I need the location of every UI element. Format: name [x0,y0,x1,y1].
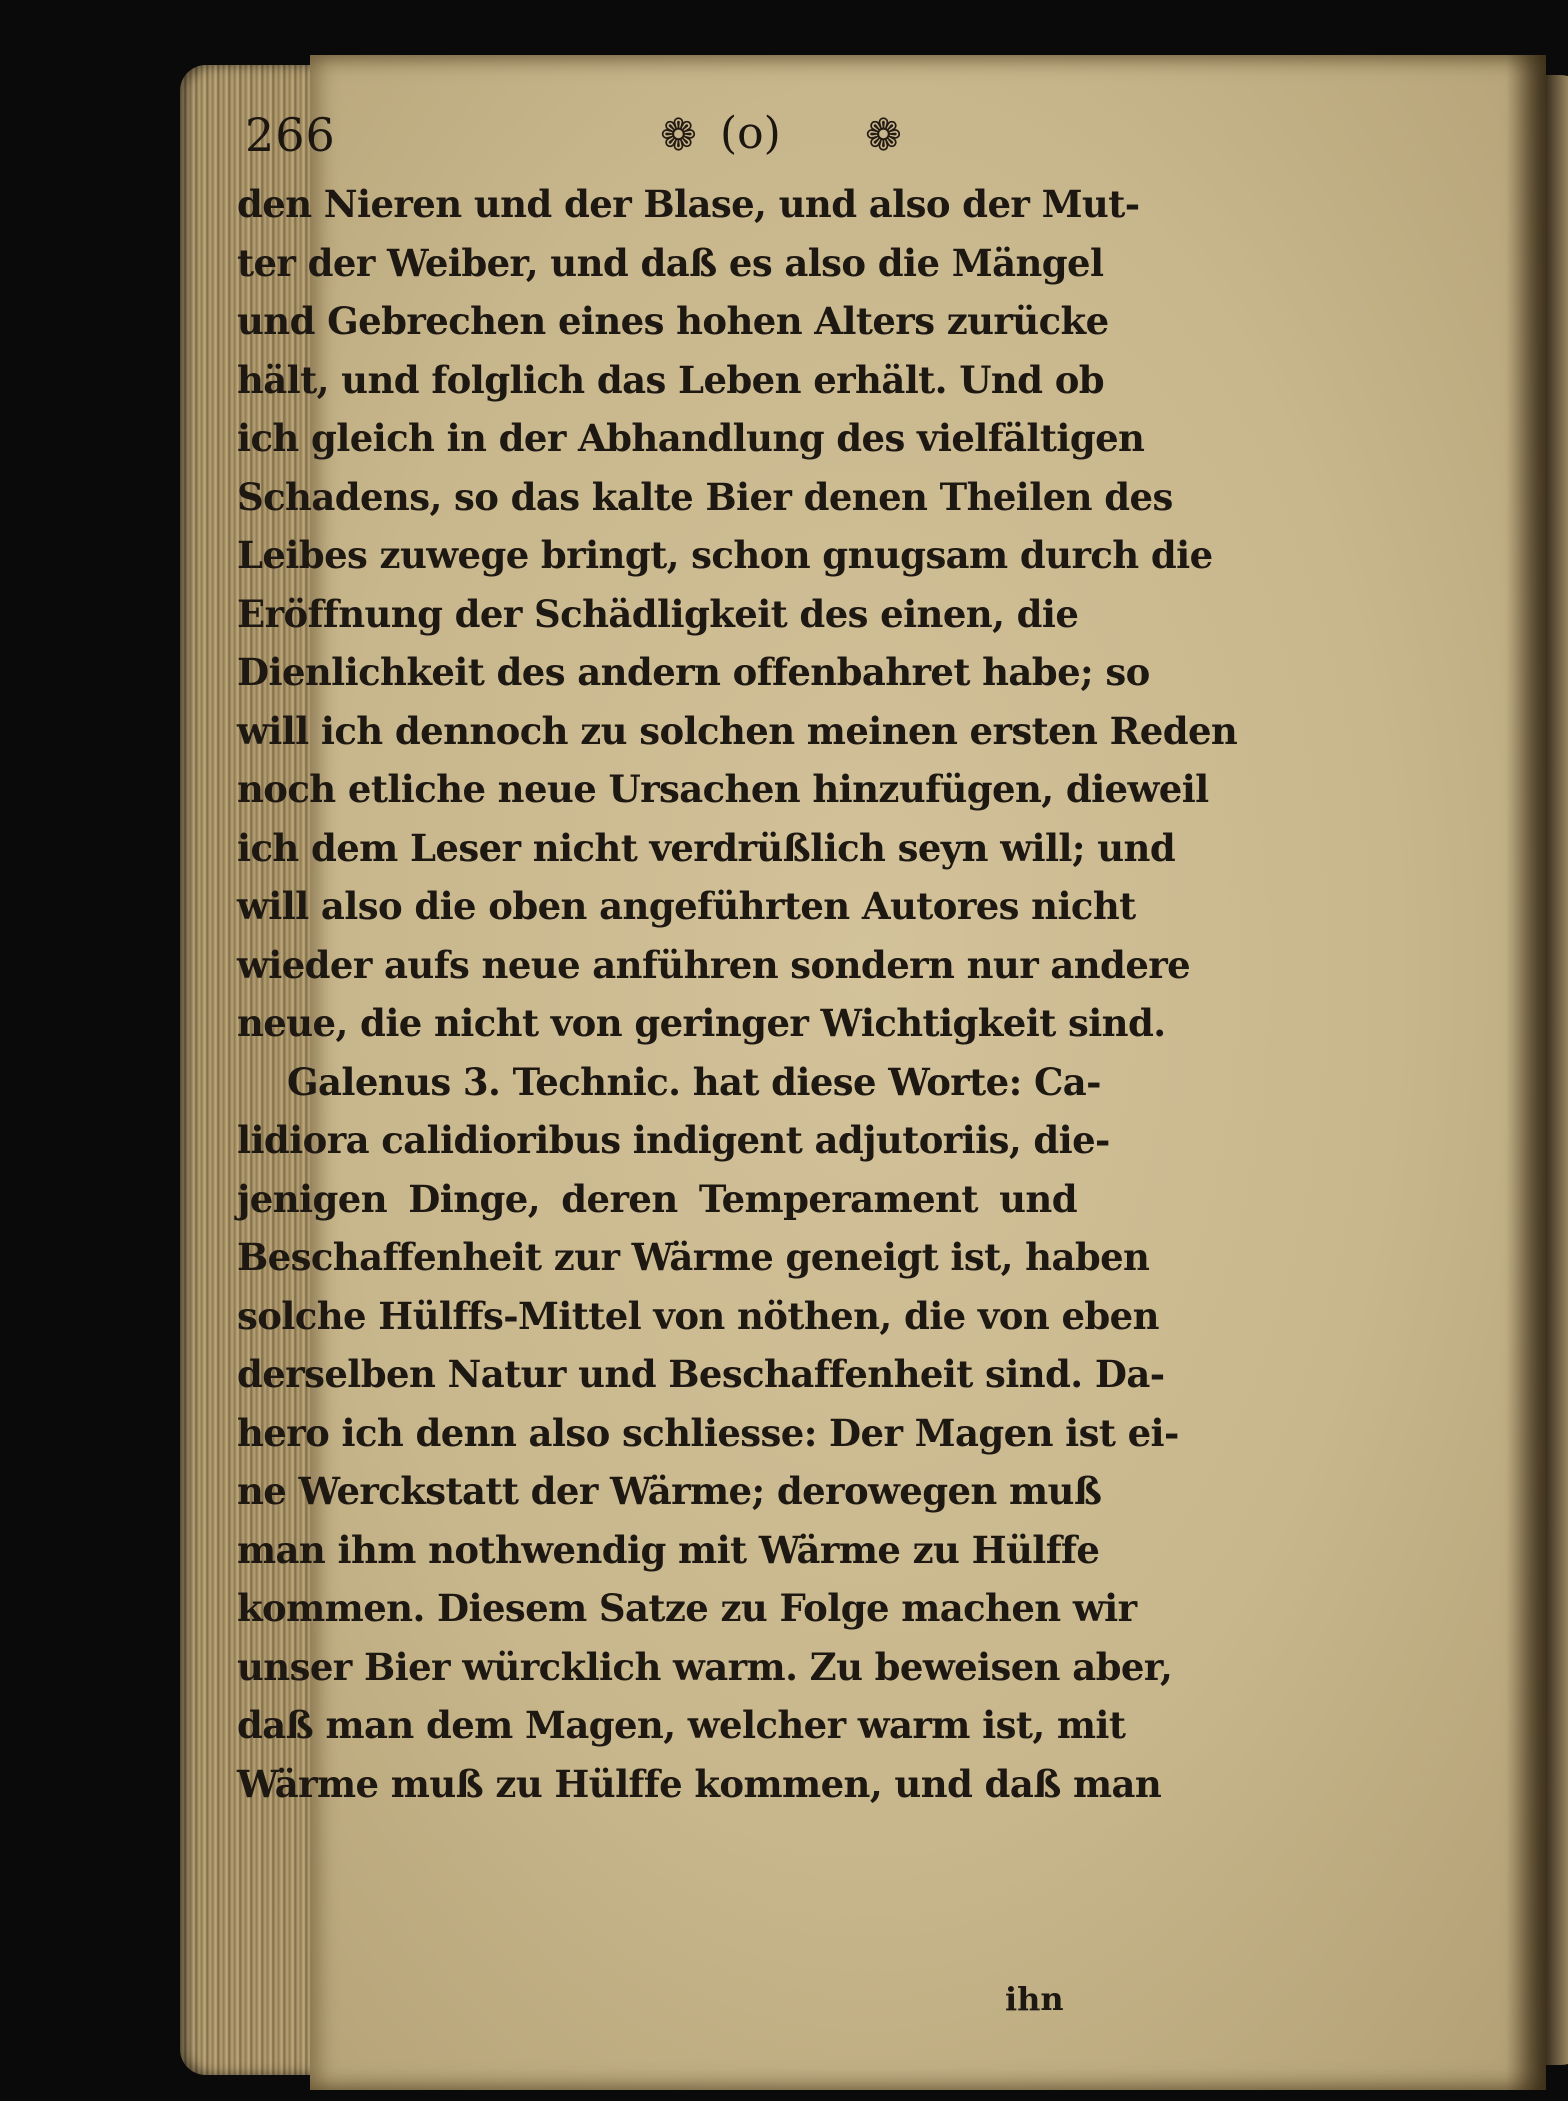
gutter-shadow [1506,55,1546,2090]
text-line: jenigen Dinge, deren Temperament und [237,1176,1077,1221]
text-line: Galenus 3. Technic. hat diese Worte: Ca- [287,1059,1101,1104]
text-line: und Gebrechen eines hohen Alters zurücke [237,299,1109,343]
ornament-left-icon: ❁ [660,110,697,161]
text-line: noch etliche neue Ursachen hinzufügen, dieweil [237,767,1209,811]
text-line: neue, die nicht von geringer Wichtigkeit sind. [237,1001,1166,1045]
text-line: ne Werckstatt der Wärme; derowegen muß [237,1469,1102,1513]
text-line: ter der Weiber, und daß es also die Mängel [237,240,1104,285]
text-line: ich gleich in der Abhandlung des vielfältigen [237,416,1145,460]
facing-page-edge [1546,75,1568,2065]
text-line: den Nieren und der Blase, und also der Mut- [237,182,1140,226]
text-line: will also die oben angeführten Autores nicht [237,884,1136,928]
text-line: Beschaffenheit zur Wärme geneigt ist, haben [237,1235,1150,1279]
text-line: wieder aufs neue anführen sondern nur andere [237,942,1191,987]
text-line: will ich dennoch zu solchen meinen ersten Reden [237,708,1238,753]
text-line: kommen. Diesem Satze zu Folge machen wir [237,1586,1137,1630]
body-text [237,175,1238,1813]
text-line: Leibes zuwege bringt, schon gnugsam durch die [237,533,1213,577]
text-line: solche Hülffs-Mittel von nöthen, die von eben [237,1293,1159,1338]
text-line: hero ich denn also schliesse: Der Magen ist ei- [237,1410,1179,1455]
text-line: Dienlichkeit des andern offenbahret habe; so [237,650,1150,694]
text-line: ich dem Leser nicht verdrüßlich seyn will; und [237,825,1176,870]
catchword: ihn [1005,1980,1064,2018]
text-line: man ihm nothwendig mit Wärme zu Hülffe [237,1527,1100,1572]
head-mark: (o) [720,108,781,159]
text-line: derselben Natur und Beschaffenheit sind. Da- [237,1352,1165,1396]
text-line: daß man dem Magen, welcher warm ist, mit [237,1703,1126,1747]
ornament-right-icon: ❁ [865,110,902,161]
text-line: unser Bier würcklich warm. Zu beweisen aber, [237,1644,1173,1689]
running-header [245,108,1065,178]
text-line: lidiora calidioribus indigent adjutoriis, die- [237,1118,1110,1162]
page-number: 266 [245,108,336,162]
text-line: Eröffnung der Schädligkeit des einen, die [237,591,1079,636]
text-line: hält, und folglich das Leben erhält. Und ob [237,357,1105,402]
text-line: Schadens, so das kalte Bier denen Theilen des [237,474,1173,519]
text-line: Wärme muß zu Hülffe kommen, und daß man [237,1761,1162,1806]
